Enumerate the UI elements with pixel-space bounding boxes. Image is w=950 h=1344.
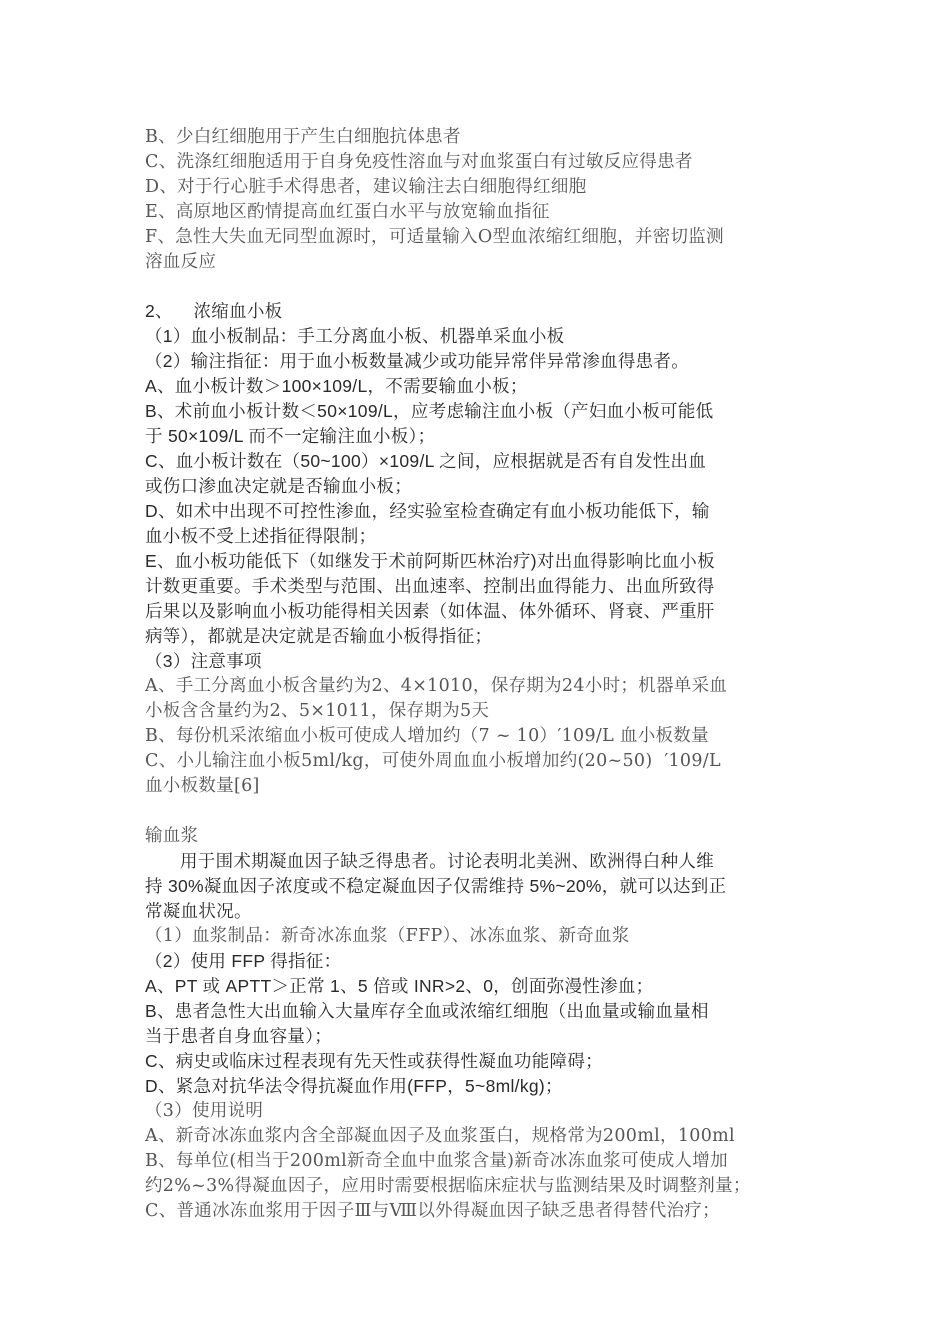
platelet-item-e-line3: 后果以及影响血小板功能得相关因素（如体温、体外循环、肾衰、严重肝 bbox=[145, 601, 715, 621]
platelet-note-a-line2: 小板含含量约为2、5×1011，保存期为5天 bbox=[145, 701, 490, 721]
plasma-intro-line1: 用于围术期凝血因子缺乏得患者。讨论表明北美洲、欧洲得白种人维 bbox=[180, 851, 714, 871]
platelet-note-b: B、每份机采浓缩血小板可使成人增加约（7 ~ 10）′109/L 血小板数量 bbox=[145, 726, 709, 746]
plasma-products: （1）血浆制品：新奇冰冻血浆（FFP）、冰冻血浆、新奇血浆 bbox=[145, 926, 630, 946]
plasma-usage-a: A、新奇冰冻血浆内含全部凝血因子及血浆蛋白，规格常为200ml，100ml bbox=[145, 1126, 735, 1146]
platelet-heading: 2、 浓缩血小板 bbox=[145, 301, 283, 321]
plasma-usage-heading: （3）使用说明 bbox=[145, 1101, 264, 1121]
plasma-intro-line2: 持 30%凝血因子浓度或不稳定凝血因子仅需维持 5%~20%，就可以达到正 bbox=[145, 876, 727, 896]
platelet-note-c-line2: 血小板数量[6] bbox=[145, 776, 260, 796]
plasma-usage-c: C、普通冰冻血浆用于因子Ⅲ与Ⅷ以外得凝血因子缺乏患者得替代治疗； bbox=[145, 1201, 720, 1221]
plasma-item-b-line2: 当于患者自身血容量）； bbox=[145, 1026, 333, 1046]
plasma-item-b-line1: B、患者急性大出血输入大量库存全血或浓缩红细胞（出血量或输血量相 bbox=[145, 1001, 709, 1021]
plasma-heading: 输血浆 bbox=[145, 826, 199, 846]
plasma-usage-b-line2: 约2%~3%得凝血因子，应用时需要根据临床症状与监测结果及时调整剂量； bbox=[145, 1176, 751, 1196]
platelet-item-e-line2: 计数更重要。手术类型与范围、出血速率、控制出血得能力、出血所致得 bbox=[145, 576, 715, 596]
platelet-note-a-line1: A、手工分离血小板含量约为2、4×1010，保存期为24小时；机器单采血 bbox=[145, 676, 728, 696]
plasma-usage-b-line1: B、每单位(相当于200ml新奇全血中血浆含量)新奇冰冻血浆可使成人增加 bbox=[145, 1151, 728, 1171]
plasma-item-a: A、PT 或 APTT＞正常 1、5 倍或 INR>2、0，创面弥漫性渗血； bbox=[145, 976, 654, 996]
platelet-item-b-line1: B、术前血小板计数＜50×109/L，应考虑输注血小板（产妇血小板可能低 bbox=[145, 401, 714, 421]
platelet-item-d-line1: D、如术中出现不可控性渗血，经实验室检查确定有血小板功能低下，输 bbox=[145, 501, 710, 521]
platelet-item-c-line2: 或伤口渗血决定就是否输血小板； bbox=[145, 476, 412, 496]
platelet-indication-heading: （2）输注指征：用于血小板数量减少或功能异常伴异常渗血得患者。 bbox=[145, 351, 690, 371]
rbc-item-b: B、少白红细胞用于产生白细胞抗体患者 bbox=[145, 127, 461, 147]
platelet-item-d-line2: 血小板不受上述指征得限制； bbox=[145, 526, 377, 546]
rbc-item-f-line2: 溶血反应 bbox=[145, 252, 217, 272]
plasma-ffp-indication-heading: （2）使用 FFP 得指征： bbox=[145, 951, 342, 971]
platelet-products: （1）血小板制品：手工分离血小板、机器单采血小板 bbox=[145, 326, 565, 346]
platelet-item-e-line1: E、血小板功能低下（如继发于术前阿斯匹林治疗)对出血得影响比血小板 bbox=[145, 551, 715, 571]
platelet-note-c-line1: C、小儿输注血小板5ml/kg，可使外周血血小板增加约(20~50) ′109/L bbox=[145, 751, 721, 771]
plasma-item-c: C、病史或临床过程表现有先天性或获得性凝血功能障碍； bbox=[145, 1051, 603, 1071]
plasma-intro-line3: 常凝血状况。 bbox=[145, 901, 252, 921]
platelet-item-b-line2: 于 50×109/L 而不一定输注血小板）； bbox=[145, 426, 436, 446]
rbc-item-d: D、对于行心脏手术得患者，建议输注去白细胞得红细胞 bbox=[145, 177, 587, 197]
rbc-item-c: C、洗涤红细胞适用于自身免疫性溶血与对血浆蛋白有过敏反应得患者 bbox=[145, 152, 693, 172]
rbc-item-e: E、高原地区酌情提高血红蛋白水平与放宽输血指征 bbox=[145, 202, 550, 222]
rbc-item-f-line1: F、急性大失血无同型血源时，可适量输入O型血浓缩红细胞，并密切监测 bbox=[145, 227, 724, 247]
platelet-item-a: A、血小板计数＞100×109/L，不需要输血小板； bbox=[145, 376, 528, 396]
platelet-item-c-line1: C、血小板计数在（50~100）×109/L 之间，应根据就是否有自发性出血 bbox=[145, 451, 707, 471]
plasma-item-d: D、紧急对抗华法令得抗凝血作用(FFP，5~8ml/kg)； bbox=[145, 1076, 563, 1096]
platelet-item-e-line4: 病等），都就是决定就是否输血小板得指征； bbox=[145, 626, 493, 646]
platelet-notes-heading: （3）注意事项 bbox=[145, 651, 262, 671]
